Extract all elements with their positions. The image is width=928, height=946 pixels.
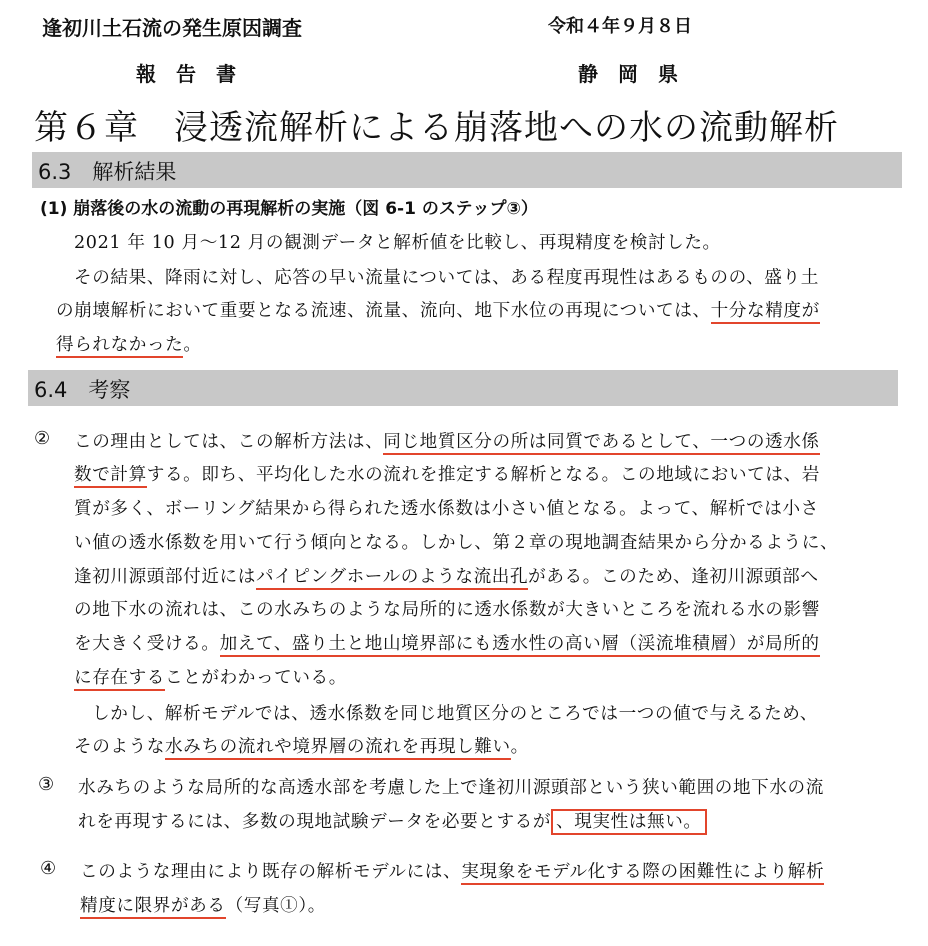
paragraph-line: の地下水の流れは、この水みちのような局所的に透水係数が大きいところを流れる水の影響 [74,600,820,620]
section-6-3-bar [32,152,902,188]
boxed-phrase: 、現実性は無い。 [551,809,707,835]
paragraph-line: れを再現するには、多数の現地試験データを必要とするが 、現実性は無い。 [78,808,707,833]
chapter-title: 第６章 浸透流解析による崩落地への水の流動解析 [34,108,839,148]
report-label: 報 告 書 [136,62,236,86]
subheading-1: (1) 崩落後の水の流動の再現解析の実施（図 6-1 のステップ③） [40,199,538,219]
underlined-phrase: 十分な精度が [711,301,820,324]
paragraph-line: 2021 年 10 月～12 月の観測データと解析値を比較し、再現精度を検討した。 [74,233,721,253]
item-marker: ④ [40,858,57,879]
paragraph-line: 数で計算する。即ち、平均化した水の流れを推定する解析となる。この地域においては、岩 [74,461,820,486]
paragraph-line: 得られなかった。 [56,331,202,356]
underlined-phrase: 精度に限界がある [80,896,226,919]
item-marker: ② [34,428,51,449]
section-6-4-heading: 6.4 考察 [34,378,131,402]
paragraph-line: この理由としては、この解析方法は、同じ地質区分の所は同質であるとして、一つの透水係 [74,428,820,453]
report-date: 令和４年９月８日 [548,16,692,37]
prefecture: 静 岡 県 [578,62,678,86]
paragraph-line: 逢初川源頭部付近にはパイピングホールのような流出孔がある。このため、逢初川源頭部へ [74,563,819,588]
paragraph-line: い値の透水係数を用いて行う傾向となる。しかし、第２章の現地調査結果から分かるように、 [74,533,839,553]
paragraph-line: 精度に限界がある（写真①）。 [80,892,326,917]
report-title: 逢初川土石流の発生原因調査 [42,16,302,40]
paragraph-line: の崩壊解析において重要となる流速、流量、流向、地下水位の再現については、十分な精度が [56,297,820,322]
underlined-phrase: 数で計算 [74,465,147,488]
underlined-phrase: パイピングホールのような流出孔 [256,567,528,590]
paragraph-line: そのような水みちの流れや境界層の流れを再現し難い。 [74,733,529,758]
paragraph-line: を大きく受ける。加えて、盛り土と地山境界部にも透水性の高い層（渓流堆積層）が局所的 [74,630,820,655]
paragraph-line: に存在することがわかっている。 [74,664,347,689]
paragraph-line: しかし、解析モデルでは、透水係数を同じ地質区分のところでは一つの値で与えるため、 [92,704,818,724]
underlined-phrase: に存在する [74,668,165,691]
underlined-phrase: 水みちの流れや境界層の流れを再現し難い [165,737,511,760]
underlined-phrase: 加えて、盛り土と地山境界部にも透水性の高い層（渓流堆積層）が局所的 [220,634,820,657]
underlined-phrase: 同じ地質区分の所は同質であるとして、一つの透水係 [383,432,819,455]
paragraph-line: 質が多く、ボーリング結果から得られた透水係数は小さい値となる。よって、解析では小さ [74,499,819,519]
item-marker: ③ [38,774,55,795]
paragraph-line: このような理由により既存の解析モデルには、実現象をモデル化する際の困難性により解析 [80,858,824,883]
section-6-3-heading: 6.3 解析結果 [38,160,177,184]
underlined-phrase: 実現象をモデル化する際の困難性により解析 [461,862,824,885]
underlined-phrase: 得られなかった [56,335,183,358]
paragraph-line: 水みちのような局所的な高透水部を考慮した上で逢初川源頭部という狭い範囲の地下水の流 [78,778,824,798]
section-6-4-bar [28,370,898,406]
paragraph-line: その結果、降雨に対し、応答の早い流量については、ある程度再現性はあるものの、盛り土 [74,268,819,288]
